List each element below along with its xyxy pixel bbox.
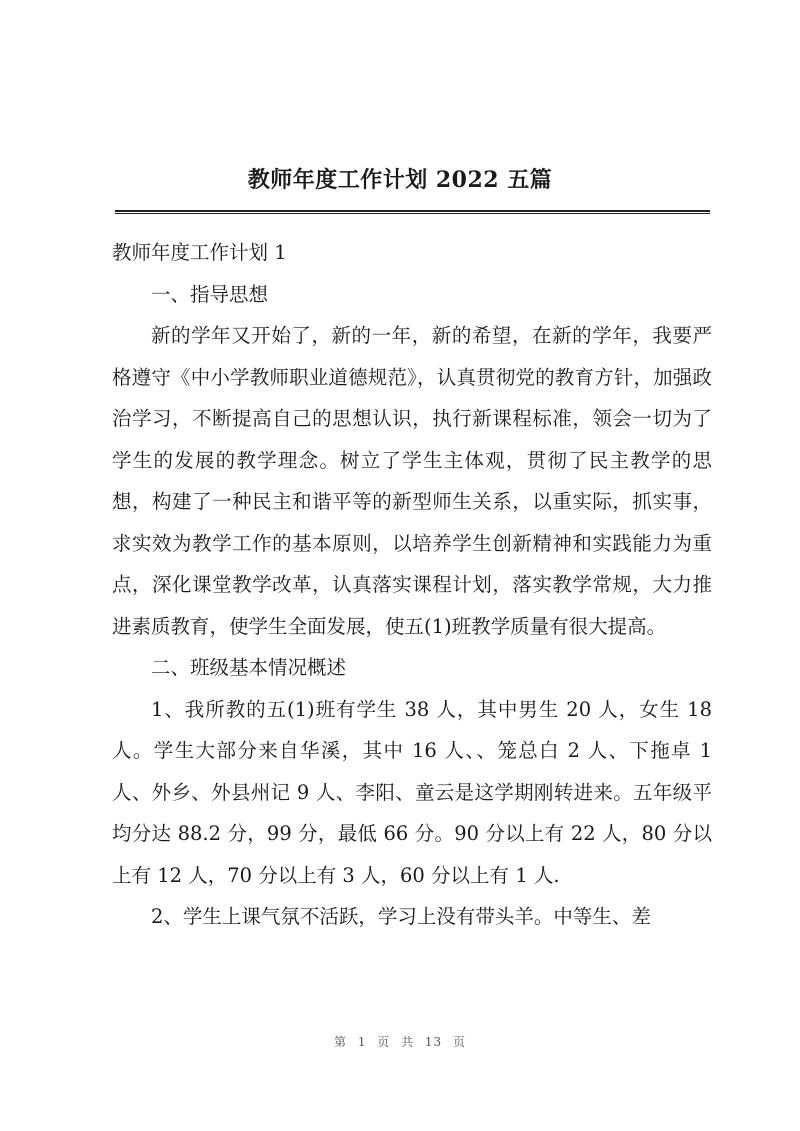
page-footer: 第 1 页 共 13 页 xyxy=(334,1035,466,1049)
paragraph-guiding-ideology: 新的学年又开始了，新的一年，新的希望，在新的学年，我要严格遵守《中小学教师职业道德规范》，认真贯彻党的教育方针，加强政治学习，不断提高自己的思想认识，执行新课程标准，领会一切为了学生的发展的教学理念。树立了学生主体观，贯彻了民主教学的思想，构建了一种民主和谐平等的新型师生关系，以重实际，抓实事，求实效为教学工作的基本原则，以培养学生创新精神和实践能力为重点，深化课堂教学改革，认真落实课程计划，落实教学常规，大力推进素质教育，使学生全面发展，使五(1)班教学质量有很大提高。 xyxy=(112,324,712,638)
section-heading: 教师年度工作计划 1 xyxy=(112,241,287,264)
heading-guiding-ideology: 一、指导思想 xyxy=(151,282,269,306)
paragraph-class-stats: 1、我所教的五(1)班有学生 38 人，其中男生 20 人，女生 18 人。学生大部分来自华溪，其中 16 人、、笼总白 2 人、下拖卓 1 人、外乡、外县州记 9 人、李阳、童云是这学期刚转进来。五年级平均分达 88.2 分，99 分，最低 66 分。90 分以上有 22 人，80 分以上有 12 人，70 分以上有 3 人，60 分以上有 1 人. xyxy=(112,697,712,887)
paragraph-class-atmosphere: 2、学生上课气氛不活跃，学习上没有带头羊。中等生、差 xyxy=(151,905,651,928)
title-divider xyxy=(115,210,710,214)
document-title: 教师年度工作计划 2022 五篇 xyxy=(247,167,553,193)
heading-class-overview: 二、班级基本情况概述 xyxy=(151,656,347,679)
document-body xyxy=(112,232,712,938)
